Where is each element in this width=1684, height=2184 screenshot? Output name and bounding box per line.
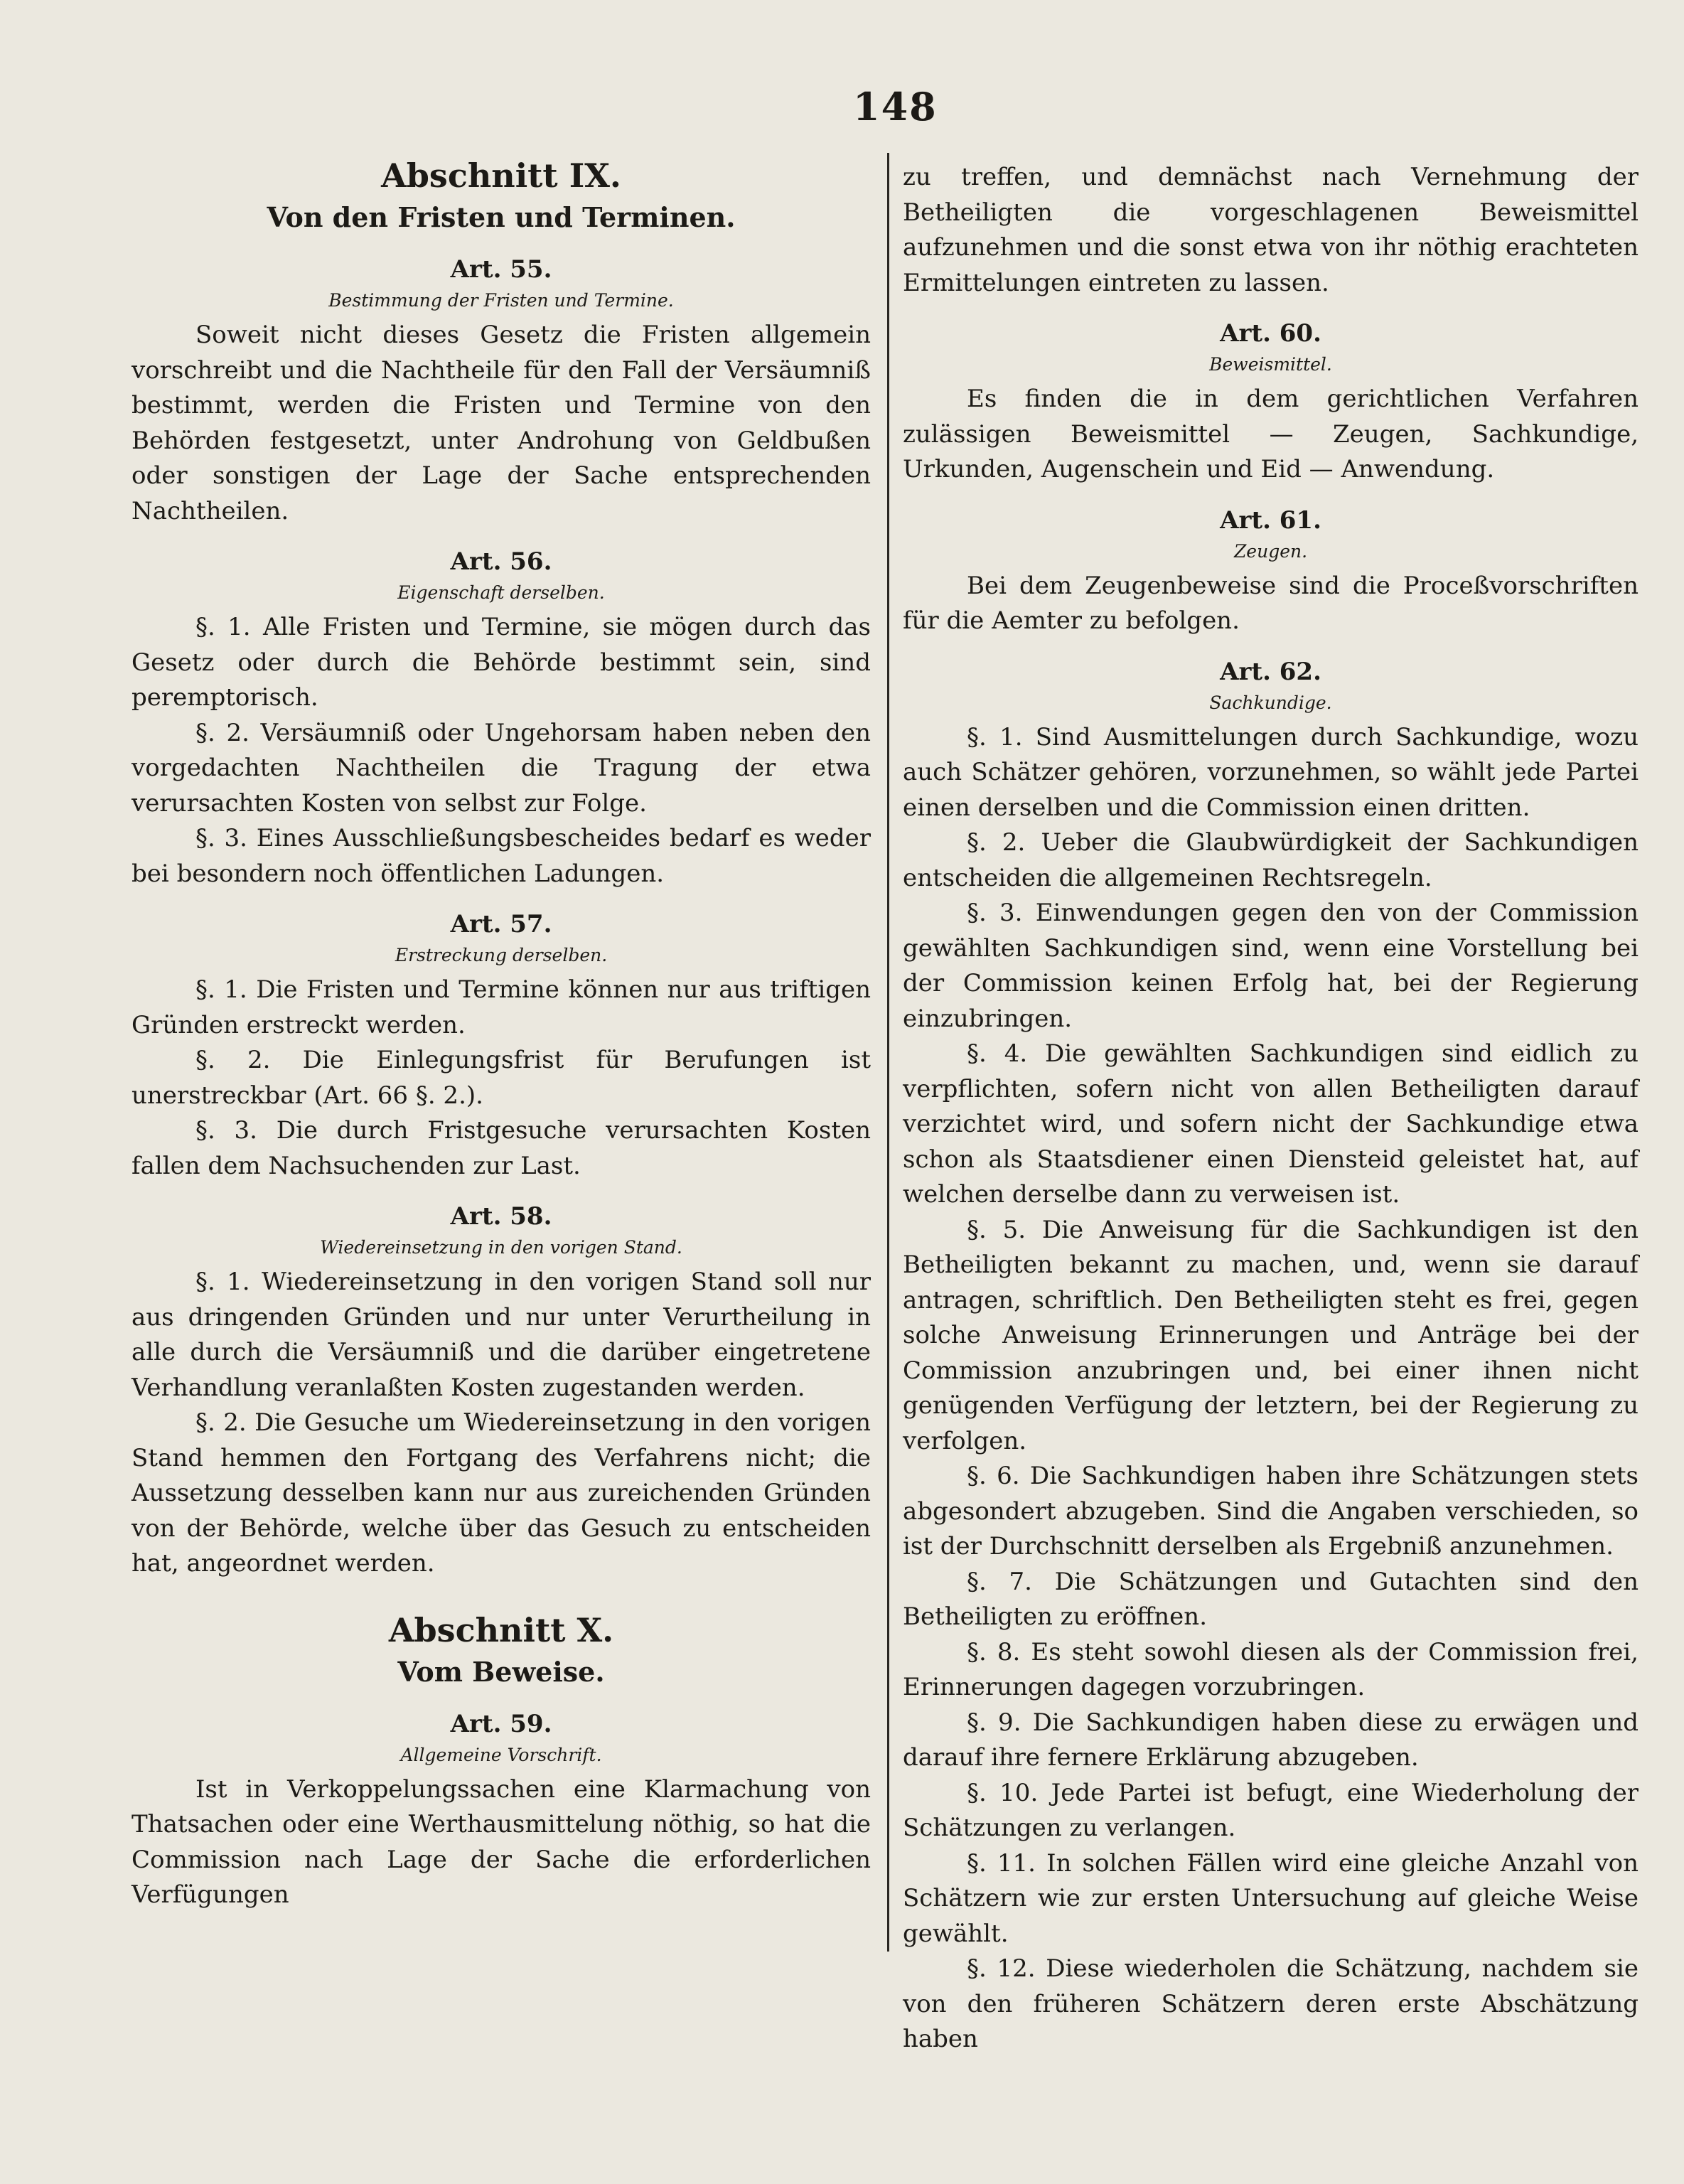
section-heading: Abschnitt IX. — [381, 156, 621, 195]
paragraph: §. 2. Die Gesuche um Wiedereinsetzung in den vorigen Stand hemmen den Fortgang des Verfahrens nicht; die Aussetzung desselben kann nur aus zureichenden Gründen von der Behörde, welche über das Gesuch zu entscheiden hat, angeordnet werden. — [132, 1408, 871, 1578]
paragraph: §. 7. Die Schätzungen und Gutachten sind den Betheiligten zu eröffnen. — [903, 1567, 1639, 1631]
article-subtitle: Sachkundige. — [1209, 692, 1332, 713]
section-subheading: Vom Beweise. — [397, 1655, 605, 1688]
paragraph: §. 1. Alle Fristen und Termine, sie mögen durch das Gesetz oder durch die Behörde bestimmt sein, sind peremptorisch. — [132, 613, 871, 712]
article-subtitle: Allgemeine Vorschrift. — [400, 1744, 602, 1765]
paragraph: §. 5. Die Anweisung für die Sachkundigen ist den Betheiligten bekannt zu machen, und, wenn sie darauf antragen, schriftlich. Den Betheiligten steht es frei, gegen solche Anweisung Erinnerungen und Anträge bei der Commission anzubringen und, bei einer ihnen nicht genügenden Verfügung der letztern, bei der Regierung zu verfolgen. — [903, 1215, 1639, 1455]
article-subtitle: Bestimmung der Fristen und Termine. — [328, 290, 674, 311]
article-subtitle: Wiedereinsetzung in den vorigen Stand. — [320, 1237, 682, 1258]
paragraph-continuation: zu treffen, und demnächst nach Vernehmung der Betheiligten die vorgeschlagenen Beweismittel aufzunehmen und die sonst etwa von ihr nöthig erachteten Ermittelungen eintreten zu lassen. — [903, 163, 1639, 297]
article-title: Art. 59. — [450, 1709, 552, 1738]
article-subtitle: Zeugen. — [1233, 540, 1308, 562]
section-subheading: Von den Fristen und Terminen. — [267, 201, 736, 233]
paragraph: §. 8. Es steht sowohl diesen als der Commission frei, Erinnerungen dagegen vorzubringen. — [903, 1637, 1639, 1701]
paragraph: §. 1. Sind Ausmittelungen durch Sachkundige, wozu auch Schätzer gehören, vorzunehmen, so wählt jede Partei einen derselben und die Commission einen dritten. — [903, 722, 1639, 822]
paragraph: §. 3. Eines Ausschließungsbescheides bedarf es weder bei besondern noch öffentlichen Ladungen. — [132, 824, 871, 888]
column-divider — [887, 153, 889, 1952]
paragraph: Soweit nicht dieses Gesetz die Fristen allgemein vorschreibt und die Nachtheile für den Fall der Versäumniß bestimmt, werden die Fristen und Termine von den Behörden festgesetzt, unter Androhung von Geldbußen oder sonstigen der Lage der Sache entsprechenden Nachtheilen. — [132, 321, 871, 525]
left-column — [132, 153, 871, 1913]
right-column — [903, 160, 1639, 2057]
paragraph: §. 4. Die gewählten Sachkundigen sind eidlich zu verpflichten, sofern nicht von allen Betheiligten darauf verzichtet wird, und sofern nicht der Sachkundige etwa schon als Staatsdiener einen Diensteid geleistet hat, auf welchen derselbe dann zu verweisen ist. — [903, 1039, 1639, 1209]
paragraph: §. 3. Die durch Fristgesuche verursachten Kosten fallen dem Nachsuchenden zur Last. — [132, 1116, 871, 1180]
article-title: Art. 56. — [450, 547, 552, 576]
article-title: Art. 58. — [450, 1202, 552, 1231]
paragraph: §. 2. Die Einlegungsfrist für Berufungen ist unerstreckbar (Art. 66 §. 2.). — [132, 1046, 871, 1110]
paragraph: §. 2. Ueber die Glaubwürdigkeit der Sachkundigen entscheiden die allgemeinen Rechtsregeln. — [903, 828, 1639, 892]
article-title: Art. 60. — [1220, 319, 1321, 348]
paragraph: §. 12. Diese wiederholen die Schätzung, nachdem sie von den früheren Schätzern deren erste Abschätzung haben — [903, 1954, 1639, 2053]
paragraph: Bei dem Zeugenbeweise sind die Proceßvorschriften für die Aemter zu befolgen. — [903, 571, 1639, 635]
page-number: 148 — [853, 84, 938, 129]
paragraph: §. 1. Wiedereinsetzung in den vorigen Stand soll nur aus dringenden Gründen und nur unter Verurtheilung in alle durch die Versäumniß und die darüber eingetretene Verhandlung veranlaßten Kosten zugestanden werden. — [132, 1268, 871, 1402]
article-title: Art. 55. — [450, 255, 552, 284]
paragraph: §. 10. Jede Partei ist befugt, eine Wiederholung der Schätzungen zu verlangen. — [903, 1778, 1639, 1842]
paragraph: §. 11. In solchen Fällen wird eine gleiche Anzahl von Schätzern wie zur ersten Untersuchung auf gleiche Weise gewählt. — [903, 1848, 1639, 1948]
section-heading: Abschnitt X. — [388, 1610, 614, 1649]
article-subtitle: Eigenschaft derselben. — [397, 582, 605, 603]
paragraph: §. 6. Die Sachkundigen haben ihre Schätzungen stets abgesondert abzugeben. Sind die Angaben verschieden, so ist der Durchschnitt derselben als Ergebniß anzunehmen. — [903, 1462, 1639, 1561]
paragraph: §. 3. Einwendungen gegen den von der Commission gewählten Sachkundigen sind, wenn eine Vorstellung bei der Commission keinen Erfolg hat, bei der Regierung einzubringen. — [903, 899, 1639, 1033]
article-title: Art. 57. — [450, 910, 552, 938]
article-title: Art. 62. — [1220, 657, 1321, 686]
paragraph: Es finden die in dem gerichtlichen Verfahren zulässigen Beweismittel — Zeugen, Sachkundige, Urkunden, Augenschein und Eid — Anwendung. — [903, 385, 1639, 483]
article-subtitle: Beweismittel. — [1209, 354, 1332, 375]
paragraph: §. 2. Versäumniß oder Ungehorsam haben neben den vorgedachten Nachtheilen die Tragung der etwa verursachten Kosten von selbst zur Folge. — [132, 718, 871, 818]
spacer — [132, 1582, 871, 1607]
article-title: Art. 61. — [1220, 505, 1321, 535]
paragraph: Ist in Verkoppelungssachen eine Klarmachung von Thatsachen oder eine Werthausmittelung nöthig, so hat die Commission nach Lage der Sache die erforderlichen Verfügungen — [132, 1774, 871, 1909]
paragraph: §. 9. Die Sachkundigen haben diese zu erwägen und darauf ihre fernere Erklärung abzugeben. — [903, 1708, 1639, 1772]
article-subtitle: Erstreckung derselben. — [395, 945, 608, 965]
paragraph: §. 1. Die Fristen und Termine können nur aus triftigen Gründen erstreckt werden. — [132, 975, 871, 1039]
